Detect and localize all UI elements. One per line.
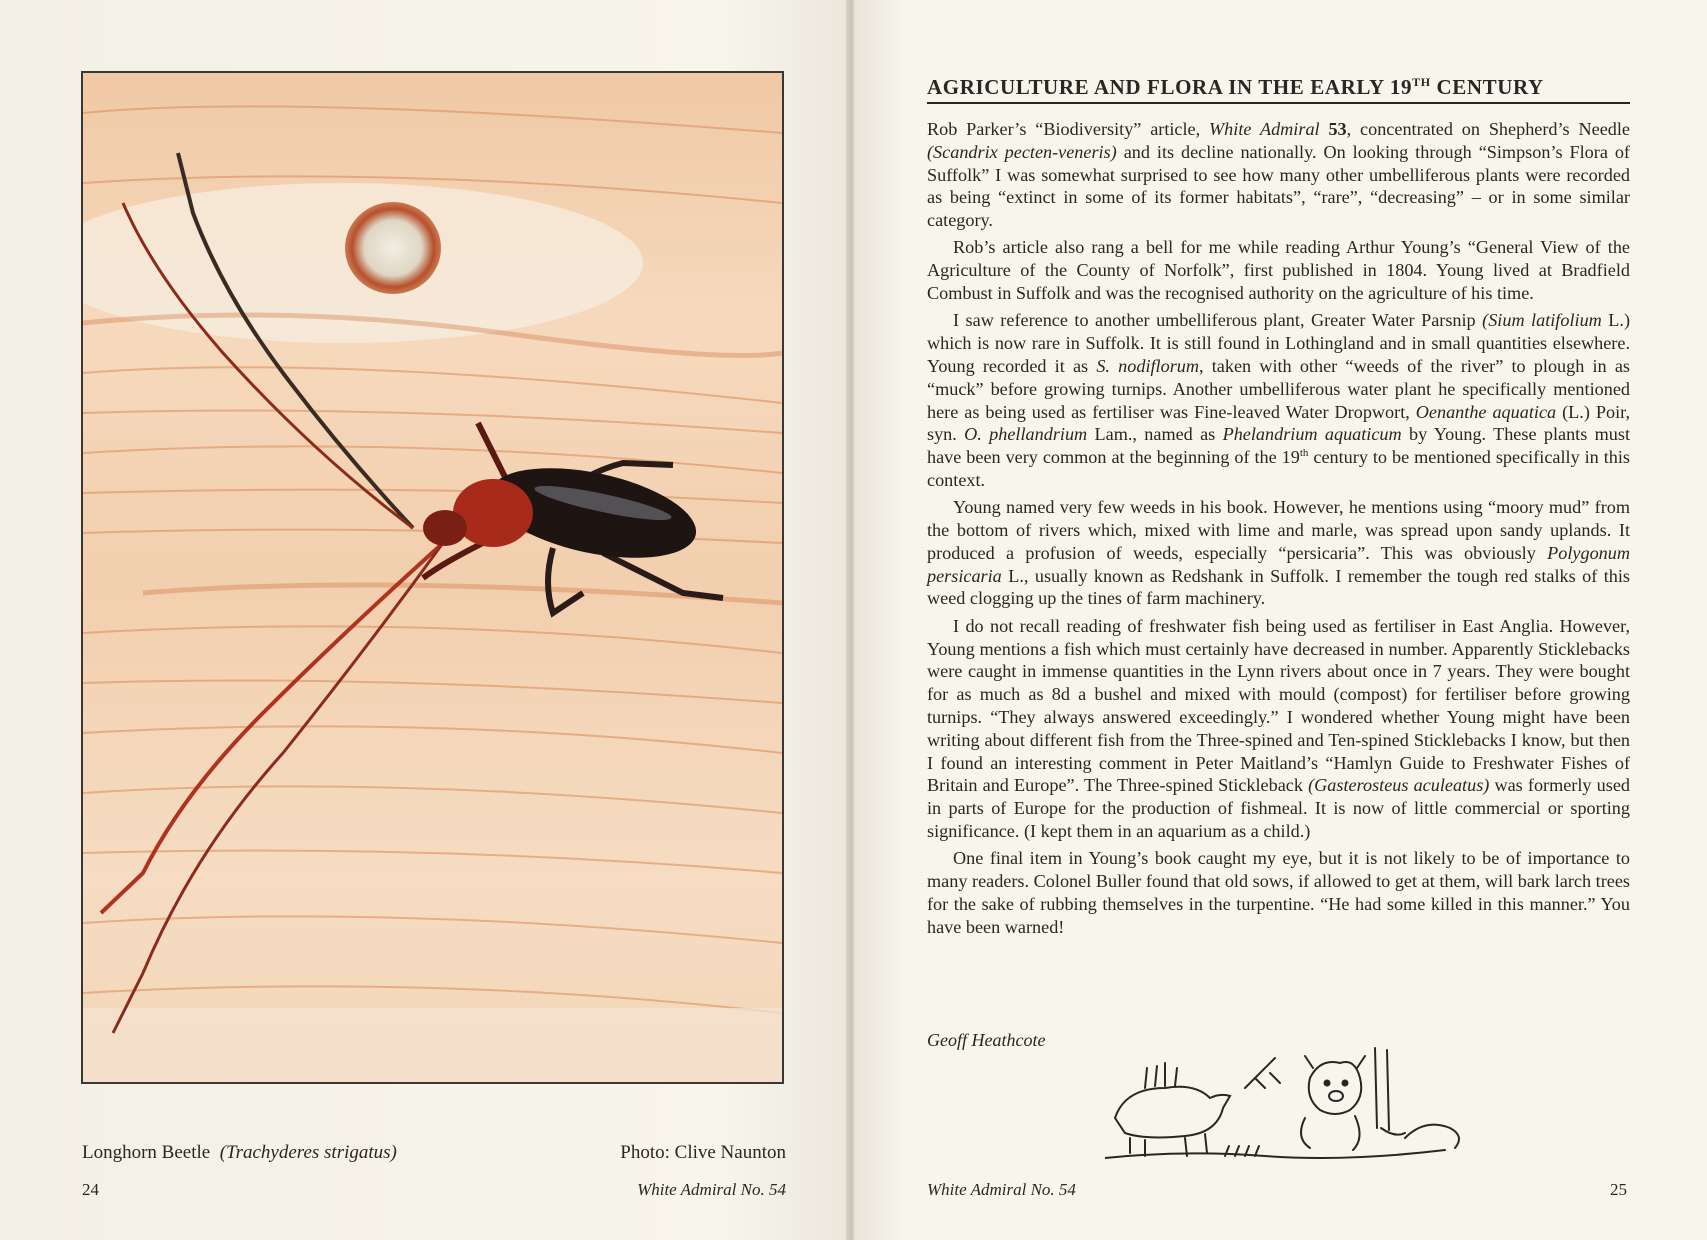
title-end: CENTURY (1430, 75, 1544, 99)
photo-caption (82, 1142, 397, 1164)
paragraph-5: I do not recall reading of freshwater fish being used as fertiliser in East Anglia. However, Young mentions a fish which must certainly have decreased in number. Apparently Sticklebacks were caught in immense quantities in the Lynn rivers about once in 7 years. They were bought for as much as 8d a bushel and mixed with mould (compost) for fertiliser before growing turnips. “They always answered exceedingly.” I wondered whether Young might have been writing about different fish from the Three-spined and Ten-spined Sticklebacks I know, but then I found an interesting comment in Peter Maitland’s “Hamlyn Guide to Freshwater Fishes of Britain and Europe”. The Three-spined Stickleback (Gasterosteus aculeatus) was formerly used in parts of Europe for the production of fishmeal. It is now of little commercial or sporting significance. (I kept them in an aquarium as a child.) (927, 615, 1630, 841)
paragraph-2: Rob’s article also rang a bell for me while reading Arthur Young’s “General View of the Agriculture of the County of Norfolk”, first published in 1804. Young lived at Bradfield Combust in Suffolk and was the recognised authority on the agriculture of his time. (927, 237, 1630, 304)
author-signature: Geoff Heathcote (927, 1030, 1046, 1050)
article-title (927, 75, 1630, 104)
caption-common-name: Longhorn Beetle (82, 1142, 211, 1163)
paragraph-6: One final item in Young’s book caught my eye, but it is not likely to be of importance to many readers. Colonel Buller found that old sows, if allowed to get at them, will bark larch trees for the sake of rubbing themselves in the turpentine. “He had some killed in this manner.” You have been warned! (927, 848, 1630, 937)
pig-sketch-illustration (1105, 1038, 1475, 1168)
footer-issue-left: White Admiral No. 54 (637, 1180, 786, 1199)
title-main: AGRICULTURE AND FLORA IN THE EARLY 19 (927, 75, 1413, 99)
paragraph-3: I saw reference to another umbelliferous plant, Greater Water Parsnip (Sium latifolium L.) which is now rare in Suffolk. It is still found in Lothingland and in small quantities elsewhere. Young recorded it as S. nodiflorum, taken with other “weeds of the river” to plough in as “muck” before growing turnips. Another umbelliferous water plant he specifically mentioned here as being used as fertiliser was Fine-leaved Water Dropwort, Oenanthe aquatica (L.) Poir, syn. O. phellandrium Lam., named as Phelandrium aquaticum by Young. These plants must have been very common at the beginning of the 19th century to be mentioned specifically in this context. (927, 310, 1630, 490)
page-number-left: 24 (82, 1180, 99, 1199)
title-superscript: TH (1412, 75, 1431, 89)
article-body (927, 118, 1630, 943)
page-number-right: 25 (1610, 1180, 1627, 1199)
paragraph-1: Rob Parker’s “Biodiversity” article, White Admiral 53, concentrated on Shepherd’s Needle (Scandrix pecten-veneris) and its decline nationally. On looking through “Simpson’s Flora of Suffolk” I was somewhat surprised to see how many other umbelliferous plants were recorded as being “extinct in some of its former habitats”, “rare”, “decreasing” – or in some similar category. (927, 119, 1630, 231)
paragraph-4: Young named very few weeds in his book. However, he mentions using “moory mud” from the bottom of rivers which, mixed with lime and marle, was spread upon sandy uplands. It produced a profusion of weeds, especially “persicaria”. This was obviously Polygonum persicaria L., usually known as Redshank in Suffolk. I remember the tough red stalks of this weed clogging up the tines of farm machinery. (927, 497, 1630, 609)
left-page (0, 0, 848, 1240)
beetle-photo (81, 71, 784, 1084)
caption-latin-name: (Trachyderes strigatus) (219, 1142, 397, 1163)
photo-credit: Photo: Clive Naunton (620, 1142, 786, 1163)
footer-issue-right: White Admiral No. 54 (927, 1180, 1076, 1199)
